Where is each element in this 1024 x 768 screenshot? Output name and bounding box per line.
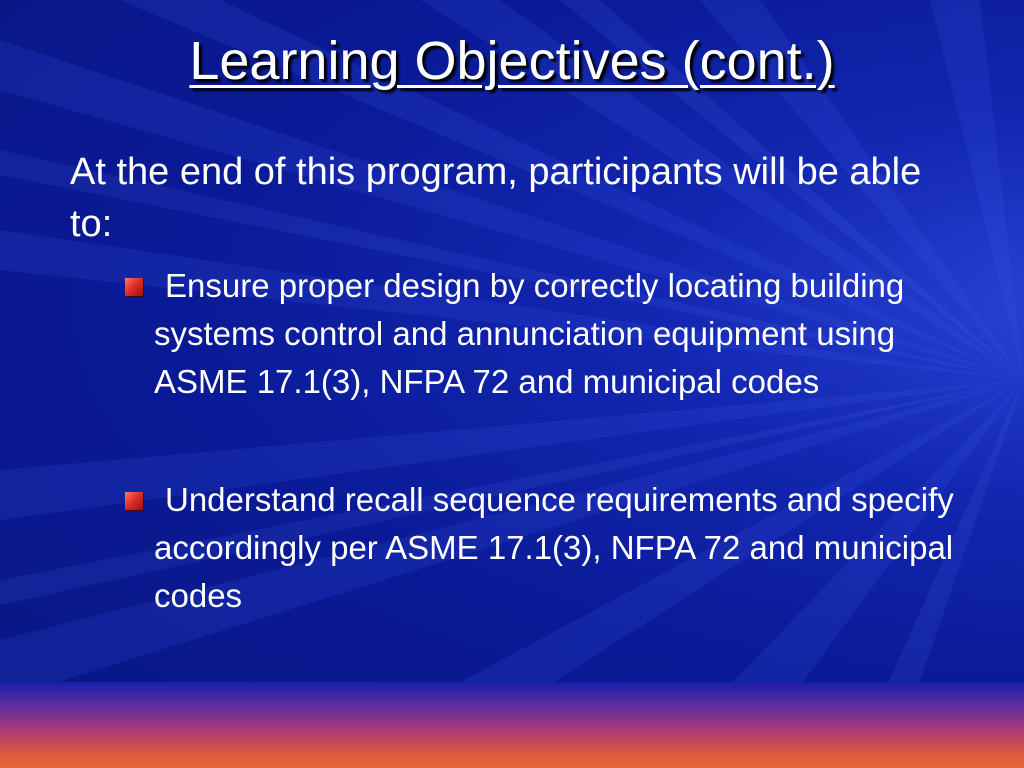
bullet-item-1 [125,262,975,406]
bullet-text: Understand recall sequence requirements and specify accordingly per ASME 17.1(3), NFPA 72 and municipal codes [154,481,954,614]
slide-title: Learning Objectives (cont.) [189,31,835,91]
intro-text: At the end of this program, participants will be able to: [70,151,922,245]
bullet-item-2 [125,476,975,620]
bullet-text: Ensure proper design by correctly locating building systems control and annunciation equipment using ASME 17.1(3), NFPA 72 and municipal codes [154,267,905,400]
square-bullet-icon [125,278,143,296]
bottom-gradient-band [0,682,1024,768]
square-bullet-icon [125,492,143,510]
